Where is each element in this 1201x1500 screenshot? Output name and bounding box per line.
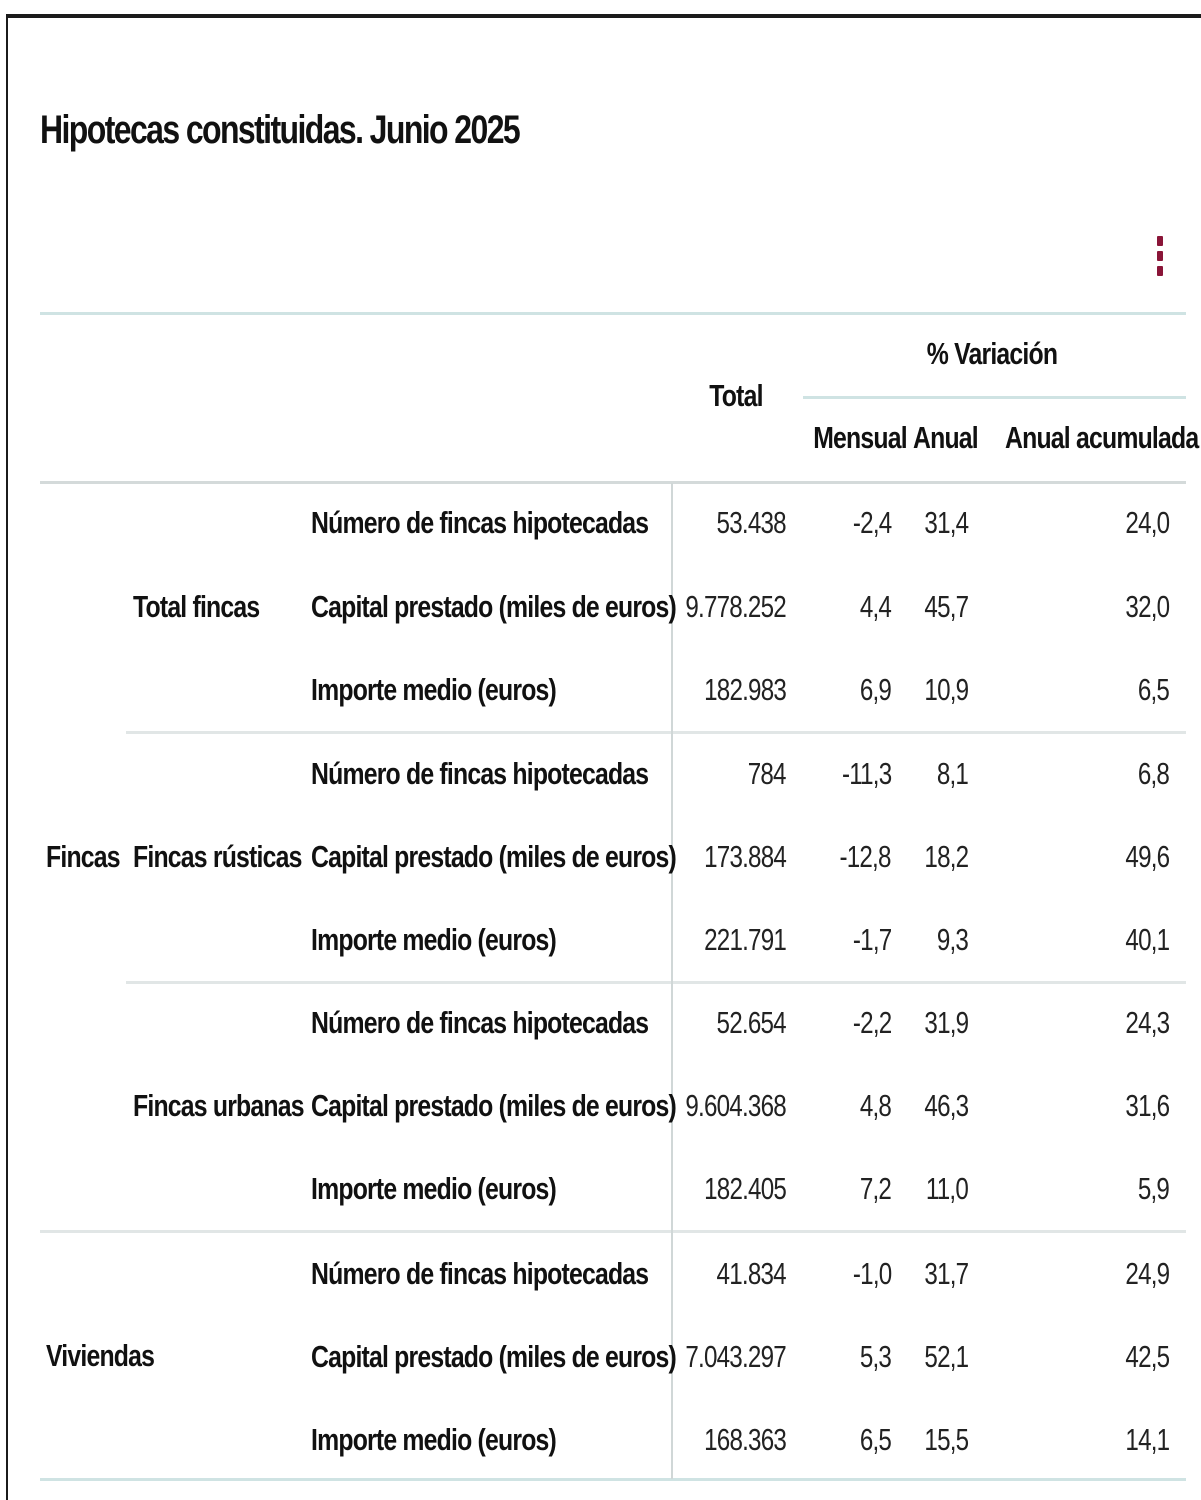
row-anual: 52,1 [924, 1339, 968, 1374]
table-bottom-rule [40, 1478, 1186, 1481]
row-metric: Número de fincas hipotecadas [311, 756, 649, 791]
row-mensual: -1,7 [852, 922, 891, 957]
row-metric: Importe medio (euros) [311, 672, 557, 707]
group-divider-urbanas [126, 981, 1186, 984]
row-anual: 9,3 [936, 922, 968, 957]
row-total: 182.405 [704, 1171, 786, 1206]
row-total: 7.043.297 [685, 1339, 786, 1374]
row-total: 53.438 [716, 505, 786, 540]
row-total: 182.983 [704, 672, 786, 707]
page-title: Hipotecas constituidas. Junio 2025 [40, 108, 520, 152]
row-anual-acumulada: 32,0 [1125, 589, 1169, 624]
row-anual: 31,4 [924, 505, 968, 540]
row-metric: Capital prestado (miles de euros) [311, 589, 676, 624]
row-metric: Capital prestado (miles de euros) [311, 1088, 676, 1123]
header-variation: % Variación [926, 336, 1058, 371]
row-metric: Importe medio (euros) [311, 1171, 557, 1206]
row-anual-acumulada: 6,5 [1137, 672, 1169, 707]
row-anual-acumulada: 14,1 [1125, 1422, 1169, 1457]
row-total: 9.604.368 [685, 1088, 786, 1123]
row-total: 173.884 [704, 839, 786, 874]
row-anual: 31,7 [924, 1256, 968, 1291]
row-anual-acumulada: 49,6 [1125, 839, 1169, 874]
row-anual: 46,3 [924, 1088, 968, 1123]
header-total: Total [709, 378, 763, 413]
row-mensual: -1,0 [852, 1256, 891, 1291]
row-metric: Número de fincas hipotecadas [311, 1005, 649, 1040]
row-total: 52.654 [716, 1005, 786, 1040]
row-total: 168.363 [704, 1422, 786, 1457]
row-anual-acumulada: 31,6 [1125, 1088, 1169, 1123]
variation-header-rule [803, 396, 1186, 399]
row-anual-acumulada: 42,5 [1125, 1339, 1169, 1374]
row-mensual: 4,4 [859, 589, 891, 624]
row-mensual: -12,8 [839, 839, 891, 874]
row-mensual: -2,2 [852, 1005, 891, 1040]
group-label-fincas: Fincas [46, 839, 120, 874]
row-mensual: -2,4 [852, 505, 891, 540]
row-anual: 18,2 [924, 839, 968, 874]
row-total: 9.778.252 [685, 589, 786, 624]
row-anual-acumulada: 24,0 [1125, 505, 1169, 540]
row-metric: Número de fincas hipotecadas [311, 505, 649, 540]
row-metric: Importe medio (euros) [311, 1422, 557, 1457]
row-mensual: 6,9 [859, 672, 891, 707]
row-total: 221.791 [704, 922, 786, 957]
row-metric: Capital prestado (miles de euros) [311, 1339, 676, 1374]
row-mensual: 7,2 [859, 1171, 891, 1206]
row-mensual: 5,3 [859, 1339, 891, 1374]
row-mensual: 4,8 [859, 1088, 891, 1123]
row-anual-acumulada: 5,9 [1137, 1171, 1169, 1206]
row-anual: 10,9 [924, 672, 968, 707]
row-anual: 15,5 [924, 1422, 968, 1457]
group-divider-rusticas [126, 731, 1186, 734]
row-metric: Importe medio (euros) [311, 922, 557, 957]
header-bottom-rule [40, 481, 1186, 484]
more-vertical-icon[interactable] [1153, 236, 1167, 286]
row-anual: 31,9 [924, 1005, 968, 1040]
row-metric: Capital prestado (miles de euros) [311, 839, 676, 874]
row-anual-acumulada: 6,8 [1137, 756, 1169, 791]
header-mensual: Mensual [813, 420, 907, 455]
row-anual-acumulada: 24,9 [1125, 1256, 1169, 1291]
group-label-viviendas: Viviendas [46, 1338, 155, 1373]
subgroup-label-total-fincas: Total fincas [133, 589, 260, 624]
row-total: 41.834 [716, 1256, 786, 1291]
row-anual: 8,1 [936, 756, 968, 791]
row-mensual: -11,3 [841, 756, 891, 791]
group-divider-viviendas [40, 1230, 1186, 1233]
subgroup-label-fincas-urbanas: Fincas urbanas [133, 1088, 304, 1123]
row-anual: 11,0 [925, 1171, 968, 1206]
table-top-rule [40, 312, 1186, 315]
row-mensual: 6,5 [859, 1422, 891, 1457]
row-anual: 45,7 [924, 589, 968, 624]
row-metric: Número de fincas hipotecadas [311, 1256, 649, 1291]
column-divider [671, 483, 673, 1479]
header-anual-acumulada: Anual acumulada [1005, 420, 1199, 455]
row-total: 784 [747, 756, 786, 791]
row-anual-acumulada: 40,1 [1125, 922, 1169, 957]
header-anual: Anual [913, 420, 978, 455]
subgroup-label-fincas-rusticas: Fincas rústicas [133, 839, 302, 874]
row-anual-acumulada: 24,3 [1125, 1005, 1169, 1040]
